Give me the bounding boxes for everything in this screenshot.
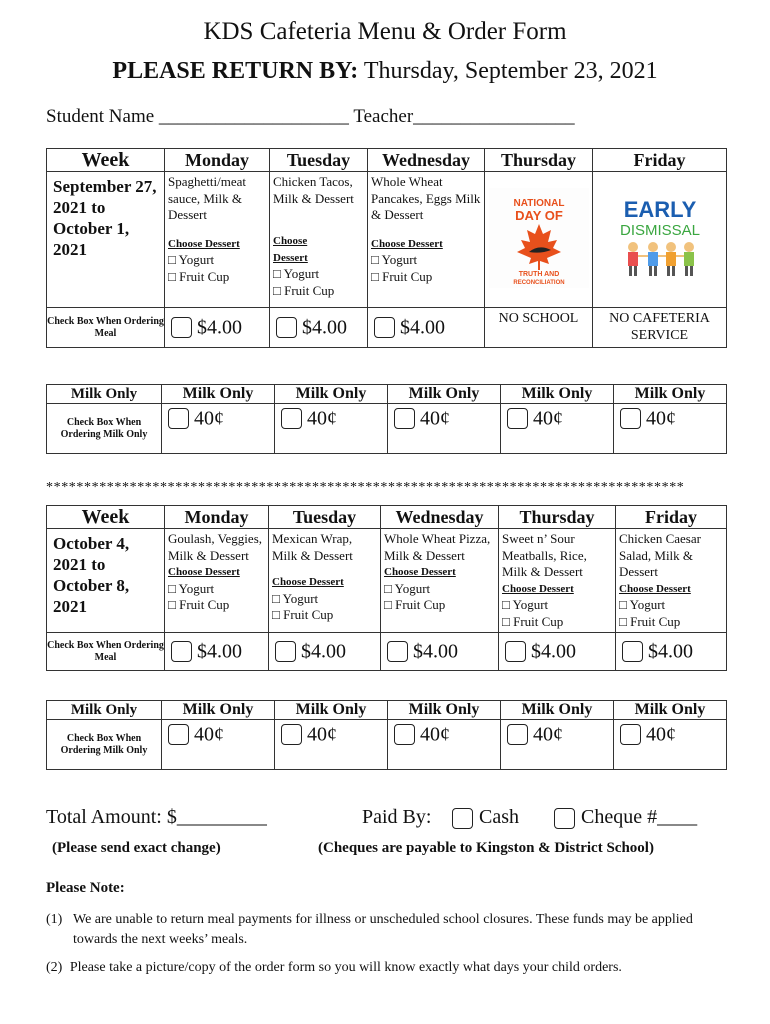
checkbox[interactable]	[281, 724, 302, 745]
return-date: Thursday, September 23, 2021	[363, 58, 658, 84]
choose-dessert-label: Choose Dessert	[502, 582, 574, 595]
week1-monday-order[interactable]	[165, 308, 270, 348]
week2-tuesday-milk[interactable]	[275, 720, 388, 770]
cash-option[interactable]	[452, 806, 519, 829]
milk-price: 40¢	[194, 407, 224, 430]
milk-only-header: Milk Only	[388, 385, 501, 404]
note-1-text: We are unable to return meal payments for illness or unscheduled school closures. These funds may be applied towards the next weeks’ meals.	[73, 912, 693, 947]
week2-friday-milk[interactable]	[614, 720, 727, 770]
checkbox[interactable]	[505, 641, 526, 662]
meal-text: Mexican Wrap, Milk & Dessert	[272, 531, 353, 563]
checkbox[interactable]	[281, 408, 302, 429]
week1-range: September 27, 2021 to October 1, 2021	[47, 172, 165, 308]
milk-only-header: Milk Only	[614, 385, 727, 404]
friday-header: Friday	[616, 506, 727, 529]
form-title: KDS Cafeteria Menu & Order Form	[203, 18, 567, 45]
truth-reconciliation-image	[485, 172, 593, 308]
checkbox[interactable]	[507, 408, 528, 429]
fruit-cup-option[interactable]: □ Fruit Cup	[168, 268, 230, 284]
fruit-cup-option[interactable]: □ Fruit Cup	[371, 268, 433, 284]
meal-price: $4.00	[413, 640, 458, 663]
meal-price: $4.00	[400, 316, 445, 339]
milk-price: 40¢	[646, 723, 676, 746]
check-box-meal-label: Check Box When Ordering Meal	[47, 308, 165, 348]
week2-monday-order[interactable]	[165, 633, 269, 671]
week1-milk-table	[46, 384, 727, 454]
wednesday-header: Wednesday	[368, 149, 485, 172]
cheque-label: Cheque #____	[581, 806, 698, 828]
week1-thursday-milk[interactable]	[501, 404, 614, 454]
checkbox[interactable]	[171, 641, 192, 662]
week2-monday-meal	[165, 529, 269, 633]
fruit-cup-option[interactable]: □ Fruit Cup	[502, 613, 564, 629]
truth-text: TRUTH AND	[518, 270, 559, 278]
thursday-header: Thursday	[499, 506, 616, 529]
week1-tuesday-milk[interactable]	[275, 404, 388, 454]
student-teacher-line[interactable]: Student Name ____________________ Teacher_________________	[46, 106, 575, 127]
maple-leaf-icon	[489, 188, 589, 288]
milk-price: 40¢	[307, 407, 337, 430]
early-dismissal-icon	[605, 193, 715, 283]
week2-monday-milk[interactable]	[162, 720, 275, 770]
checkbox[interactable]	[620, 724, 641, 745]
milk-only-header: Milk Only	[162, 701, 275, 720]
yogurt-option[interactable]: □ Yogurt	[272, 590, 319, 606]
yogurt-option[interactable]: □ Yogurt	[384, 580, 431, 596]
week2-thursday-order[interactable]	[499, 633, 616, 671]
choose-dessert-label: Choose Dessert	[619, 582, 691, 595]
meal-price: $4.00	[302, 316, 347, 339]
monday-header: Monday	[165, 149, 270, 172]
milk-only-header: Milk Only	[501, 701, 614, 720]
note-1	[46, 910, 726, 950]
milk-only-header: Milk Only	[614, 701, 727, 720]
week2-wednesday-milk[interactable]	[388, 720, 501, 770]
week1-monday-milk[interactable]	[162, 404, 275, 454]
week1-wednesday-milk[interactable]	[388, 404, 501, 454]
check-box-milk-label: Check Box When Ordering Milk Only	[47, 720, 162, 770]
meal-price: $4.00	[531, 640, 576, 663]
cheque-option[interactable]	[554, 806, 697, 829]
meal-price: $4.00	[197, 316, 242, 339]
checkbox[interactable]	[620, 408, 641, 429]
checkbox[interactable]	[374, 317, 395, 338]
note-1-number: (1)	[46, 912, 63, 927]
checkbox[interactable]	[622, 641, 643, 662]
checkbox[interactable]	[394, 724, 415, 745]
meal-price: $4.00	[197, 640, 242, 663]
week-header: Week	[47, 506, 165, 529]
meal-text: Chicken Caesar Salad, Milk & Dessert	[619, 531, 701, 579]
week2-friday-meal	[616, 529, 727, 633]
cash-label: Cash	[479, 806, 519, 828]
check-box-milk-label: Check Box When Ordering Milk Only	[47, 404, 162, 454]
week1-menu-table	[46, 148, 727, 348]
early-text: EARLY	[623, 196, 696, 222]
cheque-checkbox[interactable]	[554, 808, 575, 829]
week2-menu-table	[46, 505, 727, 671]
checkbox[interactable]	[394, 408, 415, 429]
no-cafeteria-status: NO CAFETERIA SERVICE	[593, 308, 727, 348]
choose-dessert-label: Choose Dessert	[272, 576, 344, 588]
cheques-payable-note: (Cheques are payable to Kingston & District School)	[318, 840, 654, 856]
week1-wednesday-order[interactable]	[368, 308, 485, 348]
meal-text: Whole Wheat Pizza, Milk & Dessert	[384, 531, 491, 563]
milk-price: 40¢	[533, 407, 563, 430]
milk-only-header: Milk Only	[47, 385, 162, 404]
milk-price: 40¢	[307, 723, 337, 746]
checkbox[interactable]	[507, 724, 528, 745]
milk-only-header: Milk Only	[47, 701, 162, 720]
yogurt-option[interactable]: □ Yogurt	[168, 580, 215, 596]
fruit-cup-option[interactable]: □ Fruit Cup	[168, 597, 230, 612]
thursday-header: Thursday	[485, 149, 593, 172]
choose-label: Choose	[273, 235, 308, 247]
milk-only-header: Milk Only	[162, 385, 275, 404]
tuesday-header: Tuesday	[269, 506, 381, 529]
week-header: Week	[47, 149, 165, 172]
week2-tuesday-order[interactable]	[269, 633, 381, 671]
week1-monday-meal	[165, 172, 270, 308]
milk-only-header: Milk Only	[388, 701, 501, 720]
friday-header: Friday	[593, 149, 727, 172]
milk-only-header: Milk Only	[275, 385, 388, 404]
checkbox[interactable]	[276, 317, 297, 338]
choose-dessert-label: Choose Dessert	[384, 566, 456, 578]
return-label: PLEASE RETURN BY:	[112, 58, 359, 84]
week2-wednesday-meal	[381, 529, 499, 633]
check-box-meal-label: Check Box When Ordering Meal	[47, 633, 165, 671]
note-2-text: Please take a picture/copy of the order form so you will know exactly what days your child orders.	[69, 960, 622, 975]
meal-text: Spaghetti/meat sauce, Milk & Dessert	[168, 174, 246, 222]
no-school-status: NO SCHOOL	[485, 308, 593, 348]
week2-wednesday-order[interactable]	[381, 633, 499, 671]
week1-wednesday-meal	[368, 172, 485, 308]
week2-thursday-milk[interactable]	[501, 720, 614, 770]
national-text: NATIONAL	[513, 197, 564, 209]
note-2	[46, 958, 736, 978]
tuesday-header: Tuesday	[270, 149, 368, 172]
reconciliation-text: RECONCILIATION	[512, 279, 565, 286]
week1-tuesday-order[interactable]	[270, 308, 368, 348]
yogurt-option[interactable]: □ Yogurt	[619, 597, 666, 612]
choose-dessert-label: Choose Dessert	[371, 237, 443, 250]
milk-price: 40¢	[194, 723, 224, 746]
yogurt-option[interactable]: □ Yogurt	[502, 597, 549, 612]
choose-dessert-label: Choose Dessert	[168, 237, 240, 250]
week2-range: October 4, 2021 to October 8, 2021	[47, 529, 165, 633]
meal-text: Chicken Tacos, Milk & Dessert	[273, 174, 354, 206]
paid-by-label: Paid By:	[362, 806, 432, 828]
week2-tuesday-meal	[269, 529, 381, 633]
dismissal-text: DISMISSAL	[619, 221, 700, 239]
fruit-cup-option[interactable]: □ Fruit Cup	[384, 597, 446, 612]
cash-checkbox[interactable]	[452, 808, 473, 829]
return-by	[0, 58, 770, 85]
yogurt-option[interactable]: □ Yogurt	[168, 252, 215, 267]
week2-thursday-meal	[499, 529, 616, 633]
fruit-cup-option[interactable]: □ Fruit Cup	[273, 282, 335, 298]
day-of-text: DAY OF	[514, 207, 563, 223]
choose-dessert-label: Choose Dessert	[168, 566, 240, 578]
milk-price: 40¢	[646, 407, 676, 430]
fruit-cup-option[interactable]: □ Fruit Cup	[619, 613, 681, 629]
separator-stars: ************************************************************************************	[46, 480, 685, 495]
milk-price: 40¢	[533, 723, 563, 746]
week1-friday-milk[interactable]	[614, 404, 727, 454]
milk-only-header: Milk Only	[275, 701, 388, 720]
milk-price: 40¢	[420, 407, 450, 430]
fruit-cup-option[interactable]: □ Fruit Cup	[272, 607, 334, 622]
total-amount-field[interactable]: Total Amount: $_________	[46, 806, 267, 828]
checkbox[interactable]	[168, 408, 189, 429]
meal-price: $4.00	[301, 640, 346, 663]
week2-milk-table	[46, 700, 727, 770]
milk-only-header: Milk Only	[501, 385, 614, 404]
note-2-number: (2)	[46, 960, 63, 975]
yogurt-option[interactable]: □ Yogurt	[273, 266, 320, 281]
checkbox[interactable]	[387, 641, 408, 662]
meal-text: Goulash, Veggies, Milk & Dessert	[168, 531, 263, 563]
milk-price: 40¢	[420, 723, 450, 746]
meal-text: Sweet n’ Sour Meatballs, Rice, Milk & Dessert	[502, 531, 587, 579]
meal-text: Whole Wheat Pancakes, Eggs Milk & Dessert	[371, 174, 481, 222]
yogurt-option[interactable]: □ Yogurt	[371, 252, 418, 267]
dessert-label: Dessert	[273, 251, 308, 264]
please-note-heading: Please Note:	[46, 880, 125, 896]
checkbox[interactable]	[275, 641, 296, 662]
wednesday-header: Wednesday	[381, 506, 499, 529]
exact-change-note: (Please send exact change)	[52, 840, 221, 856]
early-dismissal-image	[593, 172, 727, 308]
week1-tuesday-meal	[270, 172, 368, 308]
week2-friday-order[interactable]	[616, 633, 727, 671]
checkbox[interactable]	[171, 317, 192, 338]
meal-price: $4.00	[648, 640, 693, 663]
monday-header: Monday	[165, 506, 269, 529]
checkbox[interactable]	[168, 724, 189, 745]
